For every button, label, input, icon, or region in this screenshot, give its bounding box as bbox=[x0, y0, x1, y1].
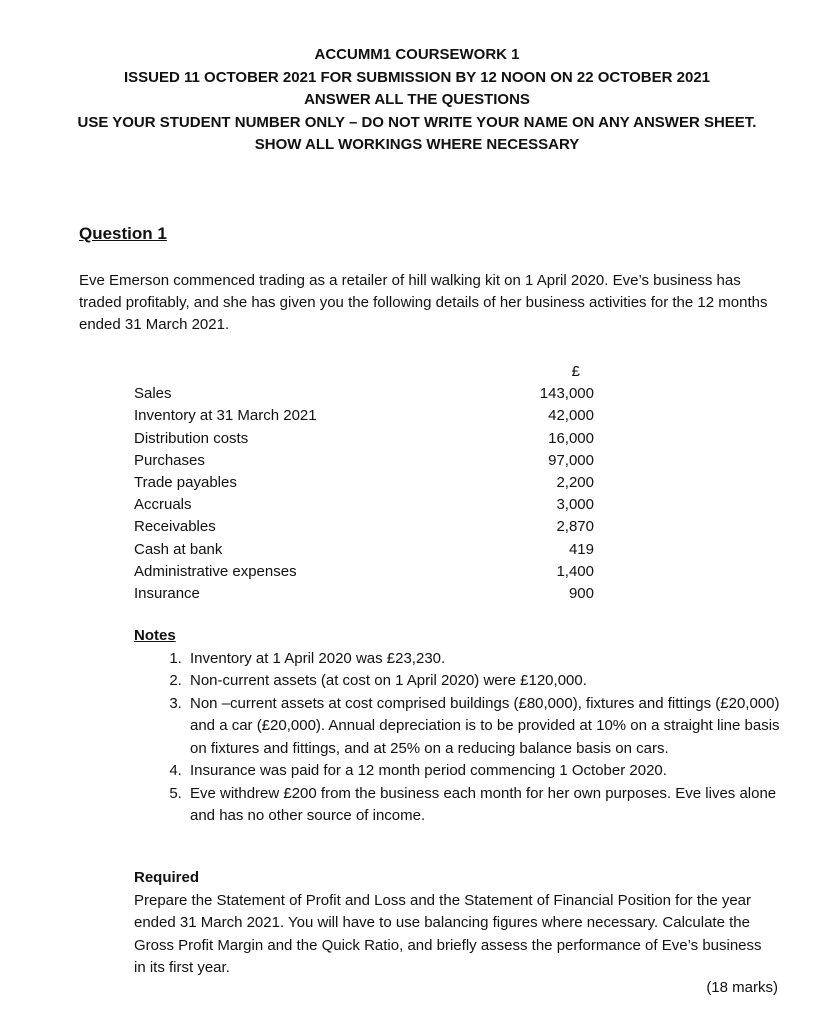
row-amount: 1,400 bbox=[556, 562, 594, 580]
row-amount: 97,000 bbox=[548, 451, 594, 469]
question-intro: Eve Emerson commenced trading as a retailer of hill walking kit on 1 April 2020. Eve’s business has traded profitably, and she has given you the following details of her business activities for the 12 months ended 31 March 2021. bbox=[79, 272, 768, 333]
notes-title: Notes bbox=[134, 627, 176, 644]
table-row bbox=[134, 450, 594, 472]
list-item: 4. Insurance was paid for a 12 month period commencing 1 October 2020. bbox=[186, 760, 784, 783]
document-header bbox=[0, 44, 834, 157]
table-row bbox=[134, 472, 594, 494]
row-label: Accruals bbox=[134, 496, 192, 514]
row-amount: 2,870 bbox=[556, 518, 594, 536]
student-number-instruction: USE YOUR STUDENT NUMBER ONLY – DO NOT WRITE YOUR NAME ON ANY ANSWER SHEET. bbox=[77, 113, 757, 131]
required-text: Prepare the Statement of Profit and Loss and the Statement of Financial Position for the year ended 31 March 2021. You will have to use balancing figures where necessary. Calculate the Gross Profit Margin and the Quick Ratio, and briefly assess the performance of Eve’s business in its first year. bbox=[134, 891, 762, 976]
notes-section bbox=[134, 625, 784, 828]
table-row bbox=[134, 516, 594, 538]
row-label: Receivables bbox=[134, 518, 216, 536]
currency-symbol: £ bbox=[571, 363, 580, 380]
course-title: ACCUMM1 COURSEWORK 1 bbox=[314, 46, 520, 63]
row-label: Purchases bbox=[134, 451, 205, 469]
row-amount: 16,000 bbox=[548, 429, 594, 447]
table-row bbox=[134, 428, 594, 450]
table-row bbox=[134, 405, 594, 427]
row-amount: 143,000 bbox=[539, 385, 594, 403]
row-label: Distribution costs bbox=[134, 429, 249, 447]
list-item: 3. Non –current assets at cost comprised buildings (£80,000), fixtures and fittings (£20,000) and a car (£20,000). Annual depreciation is to be provided at 10% on a straight line basis on fixtures and fittings, and at 25% on a reducing balance basis on cars. bbox=[186, 693, 784, 761]
table-row bbox=[134, 539, 594, 561]
issue-date: ISSUED 11 OCTOBER 2021 FOR SUBMISSION BY 12 NOON ON 22 OCTOBER 2021 bbox=[123, 68, 711, 86]
table-row bbox=[134, 583, 594, 605]
row-amount: 900 bbox=[568, 585, 594, 603]
row-amount: 2,200 bbox=[556, 474, 594, 492]
required-section bbox=[134, 867, 774, 980]
row-amount: 3,000 bbox=[556, 496, 594, 514]
row-label: Trade payables bbox=[134, 474, 237, 492]
answer-instruction: ANSWER ALL THE QUESTIONS bbox=[304, 91, 530, 108]
workings-instruction: SHOW ALL WORKINGS WHERE NECESSARY bbox=[254, 136, 580, 153]
question-heading: Question 1 bbox=[79, 224, 167, 243]
table-row bbox=[134, 383, 594, 405]
row-amount: 42,000 bbox=[548, 407, 594, 425]
row-label: Insurance bbox=[134, 585, 200, 603]
table-row bbox=[134, 494, 594, 516]
figures-table bbox=[134, 361, 594, 605]
required-title: Required bbox=[134, 869, 200, 886]
list-item: 1. Inventory at 1 April 2020 was £23,230. bbox=[186, 648, 784, 671]
row-label: Administrative expenses bbox=[134, 562, 297, 580]
table-header-row bbox=[134, 361, 594, 383]
notes-list bbox=[134, 648, 784, 828]
row-amount: 419 bbox=[568, 540, 594, 558]
row-label: Inventory at 31 March 2021 bbox=[134, 407, 317, 425]
row-label: Sales bbox=[134, 385, 172, 403]
list-item: 5. Eve withdrew £200 from the business each month for her own purposes. Eve lives alone and has no other source of income. bbox=[186, 783, 784, 828]
row-label: Cash at bank bbox=[134, 540, 223, 558]
table-row bbox=[134, 561, 594, 583]
list-item: 2. Non-current assets (at cost on 1 April 2020) were £120,000. bbox=[186, 670, 784, 693]
marks-label: (18 marks) bbox=[706, 979, 778, 996]
